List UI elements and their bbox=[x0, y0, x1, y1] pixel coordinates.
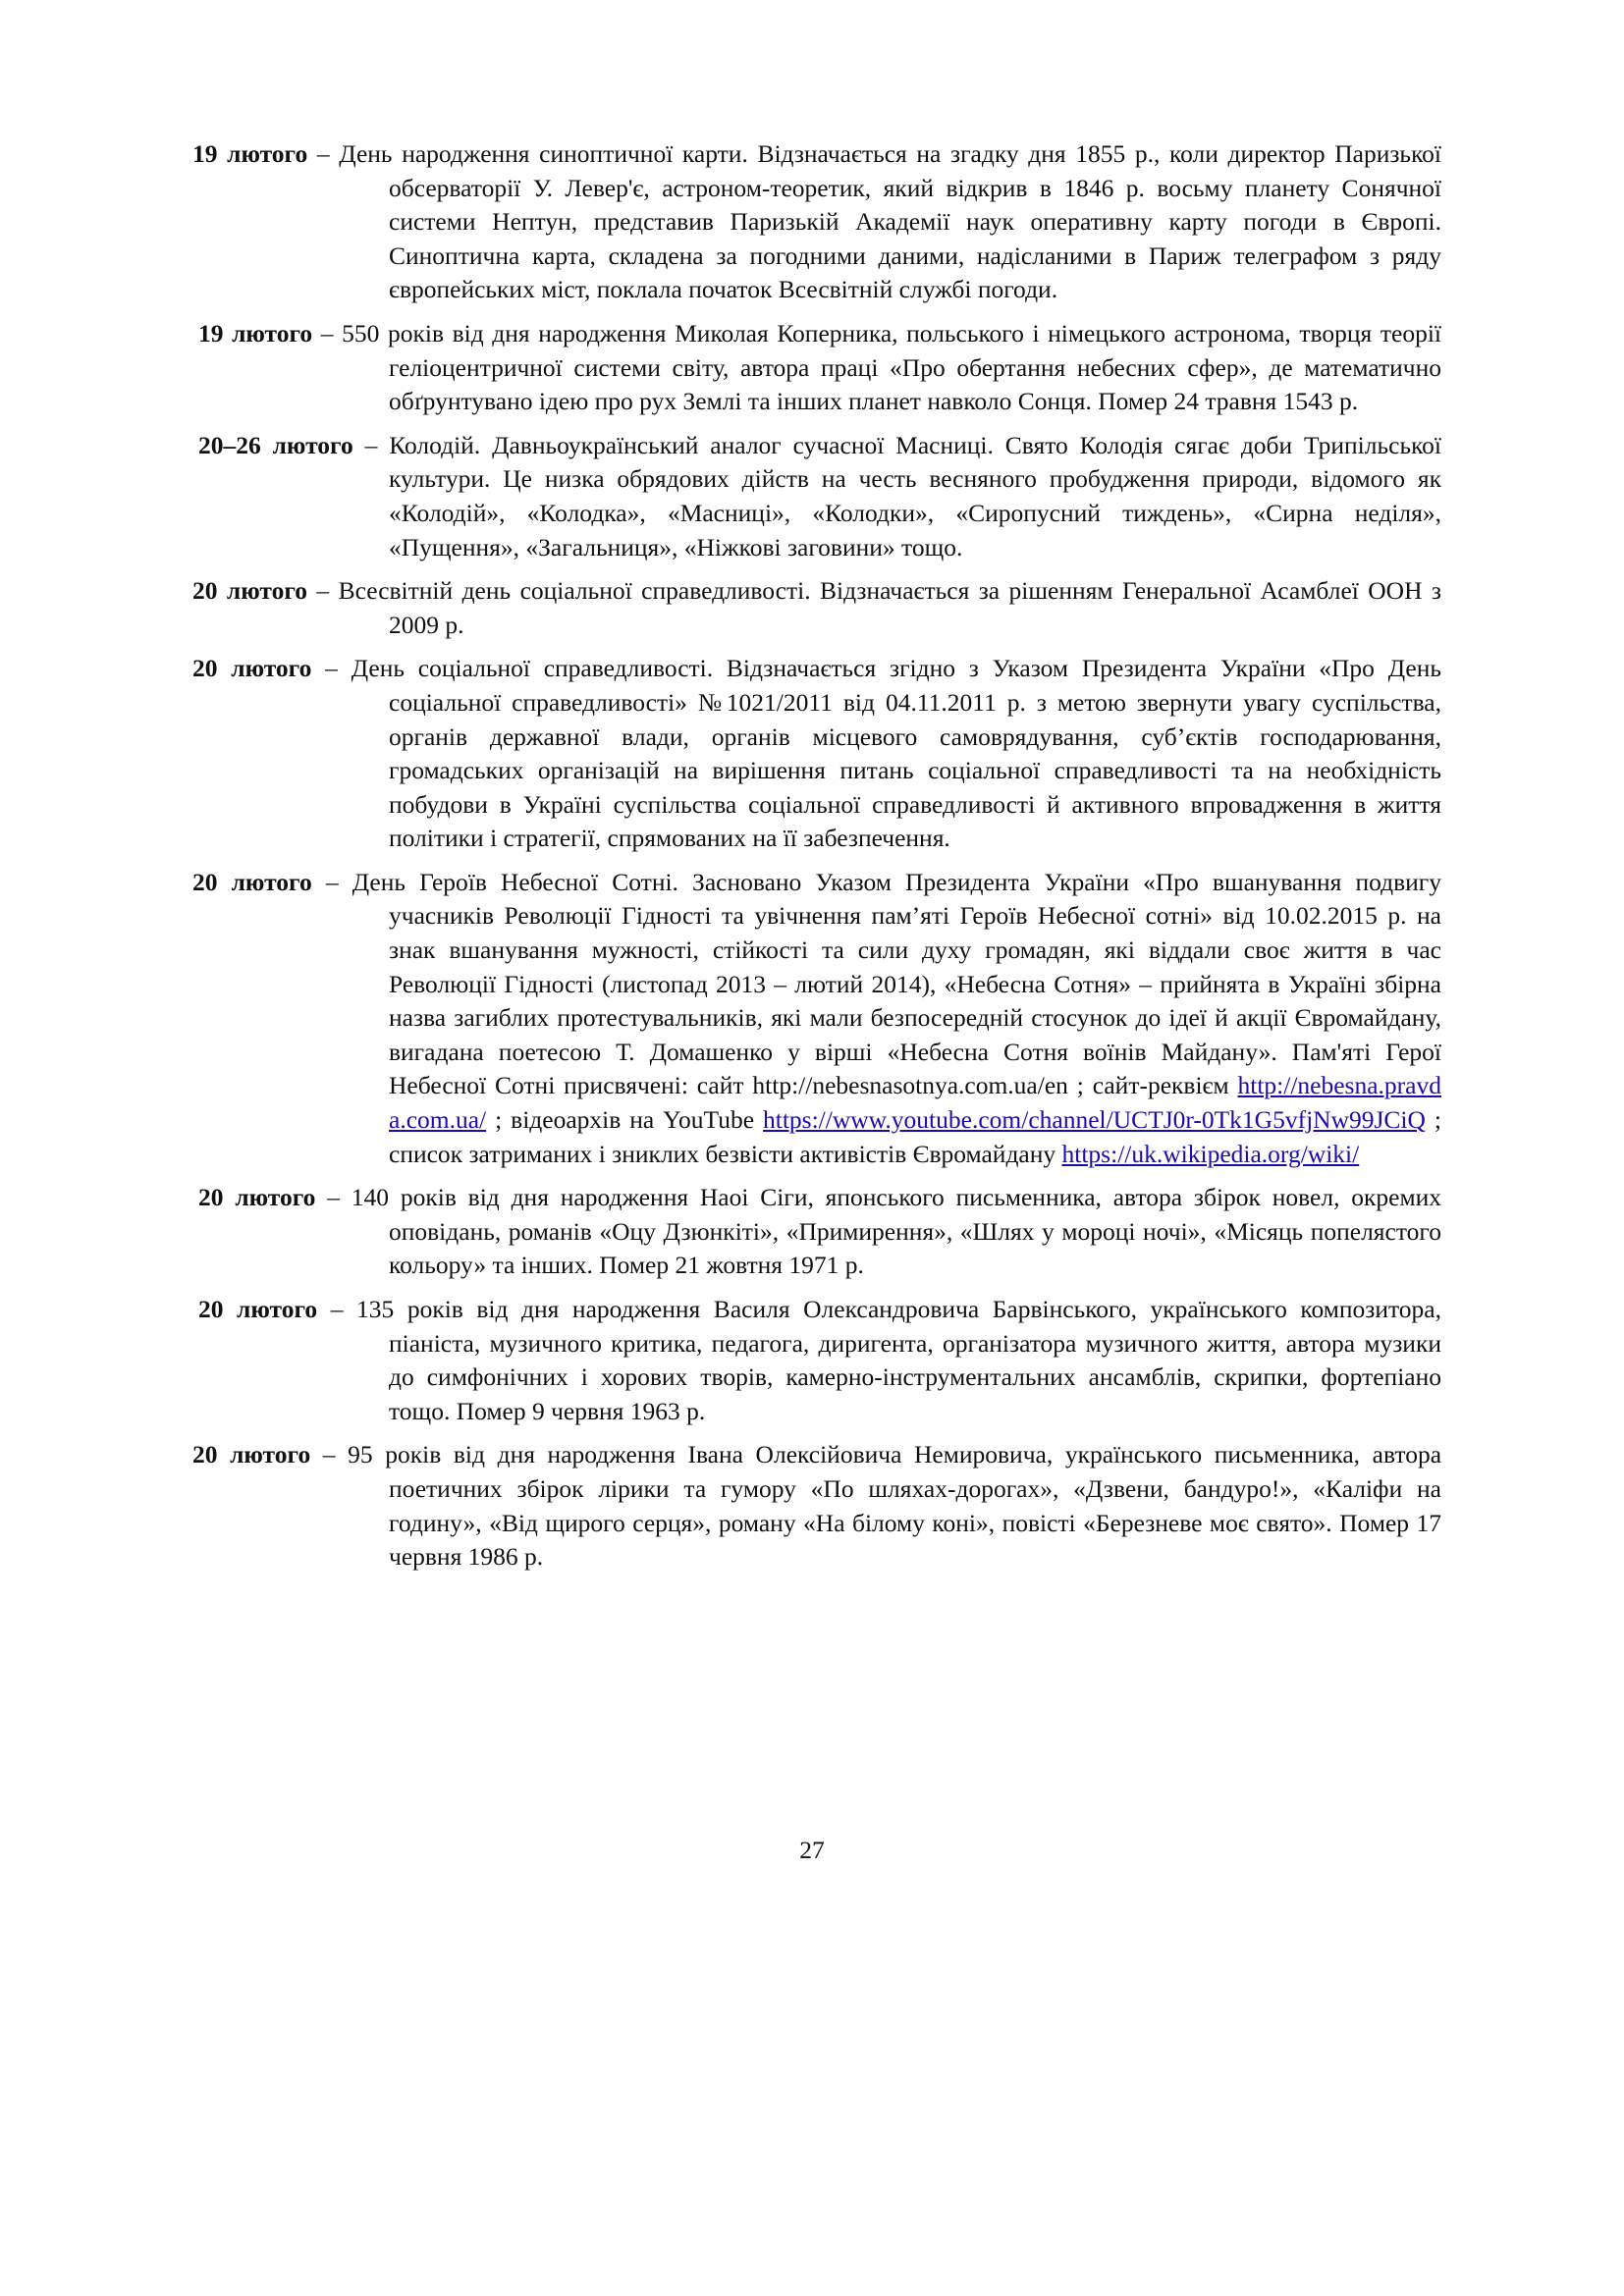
entry-date: 20 лютого bbox=[192, 867, 312, 896]
entry-dash: – bbox=[315, 1183, 352, 1212]
calendar-entry-1 bbox=[198, 317, 1441, 419]
entry-text: День Героїв Небесної Сотні. Засновано Указом Президента України «Про вшанування подвигу учасників Революції Гідності та увічнення пам’яті Героїв Небесної сотні» від 10.02.2015 р. на знак вшанування мужності, стійкості та сили духу громадян, які віддали своє життя в час Революції Гідності (листопад 2013 – лютий 2014), «Небесна Сотня» – прийнята в Україні збірна назва загиблих протестувальників, які мали безпосередній стосунок до ідеї й акції Євромайдану, вигадана поетесою Т. Домашенко у вірші «Небесна Сотня воїнів Майдану». Пам'яті Герої Небесної Сотні присвячені: сайт http://nebesnasotnya.com.ua/en ; сайт-реквієм bbox=[352, 867, 1441, 1100]
calendar-entry-7 bbox=[198, 1293, 1441, 1428]
entry-dash: – bbox=[317, 1295, 357, 1323]
entry-dash: – bbox=[311, 867, 352, 896]
entry-date: 20 лютого bbox=[192, 1440, 311, 1469]
entry-dash: – bbox=[310, 1440, 349, 1469]
entry-text: 135 років від дня народження Василя Олександровича Барвінського, українського композитора, піаніста, музичного критика, педагога, диригента, організатора музичного життя, автора музики до симфонічних і хорових творів, камерно-інструментальних ансамблів, скрипки, фортепіано тощо. Помер 9 червня 1963 р. bbox=[356, 1295, 1442, 1425]
calendar-entry-6 bbox=[198, 1181, 1441, 1283]
entry-dash: – bbox=[307, 576, 339, 606]
entry-date: 19 лютого bbox=[198, 318, 313, 347]
calendar-entry-8 bbox=[192, 1438, 1441, 1574]
entry-date: 20 лютого bbox=[198, 1183, 316, 1212]
entry-date: 20 лютого bbox=[192, 654, 312, 683]
entry-dash: – bbox=[312, 318, 343, 347]
entry-text: Всесвітній день соціальної справедливості. Відзначається за рішенням Генеральної Асамблеї ООН з 2009 р. bbox=[338, 576, 1442, 639]
entry-text: День народження синоптичної карти. Відзначається на згадку дня 1855 р., коли директор Паризької обсерваторії У. Левер'є, астроном-теоретик, який відкрив в 1846 р. восьму планету Сонячної системи Нептун, представив Паризькій Академії наук оперативну карту погоди в Європі. Синоптична карта, складена за погодними даними, надісланими в Париж телеграфом з ряду європейських міст, поклала початок Всесвітній службі погоди. bbox=[339, 139, 1441, 304]
calendar-entry-2 bbox=[198, 429, 1441, 564]
entry-dash: – bbox=[352, 430, 390, 459]
page-number: 27 bbox=[799, 1836, 825, 1864]
entry-date: 20 лютого bbox=[198, 1295, 318, 1323]
entry-date: 20 лютого bbox=[192, 576, 308, 606]
youtube-channel-link[interactable]: https://www.youtube.com/channel/UCTJ0r-0Tk1G5vfjNw99JCiQ bbox=[763, 1105, 1426, 1135]
entry-text-continued: ; список затриманих і зниклих безвісти активістів Євромайдану bbox=[389, 1105, 1441, 1168]
entry-text: 95 років від дня народження Івана Олексійовича Немировича, українського письменника, автора поетичних збірок лірики та гумору «По шляхах-дорогах», «Дзвени, бандуро!», «Каліфи на годину», «Від щирого серця», роману «На білому коні», повісті «Березневе моє свято». Помер 17 червня 1986 р. bbox=[348, 1440, 1442, 1572]
calendar-entry-0 bbox=[192, 137, 1441, 307]
document-body bbox=[192, 137, 1441, 1584]
wikipedia-link[interactable]: https://uk.wikipedia.org/wiki/ bbox=[1061, 1139, 1360, 1168]
entry-text: Колодій. Давньоукраїнський аналог сучасної Масниці. Свято Колодія сягає доби Трипільської культури. Це низка обрядових дійств на честь весняного пробудження природи, відомого як «Колодій», «Колодка», «Масниці», «Колодки», «Сиропусний тиждень», «Сирна неділя», «Пущення», «Загальниця», «Ніжкові заговини» тощо. bbox=[389, 430, 1441, 561]
calendar-entry-5 bbox=[192, 866, 1441, 1171]
entry-text: 550 років від дня народження Миколая Коперника, польського і німецького астронома, творця теорії геліоцентричної системи світу, автора праці «Про обертання небесних сфер», де математично обґрунтувано ідею про рух Землі та інших планет навколо Сонця. Помер 24 травня 1543 р. bbox=[342, 318, 1441, 416]
entry-dash: – bbox=[307, 139, 340, 168]
entry-text: 140 років від дня народження Наоі Сіги, японського письменника, автора збірок новел, окремих оповідань, романів «Оцу Дзюнкіті», «Примирення», «Шлях у мороці ночі», «Місяць попелястого кольору» та інших. Помер 21 жовтня 1971 р. bbox=[351, 1183, 1441, 1280]
entry-date: 20–26 лютого bbox=[198, 430, 353, 459]
calendar-entry-4 bbox=[192, 652, 1441, 856]
entry-text-continued: ; відеоархів на YouTube bbox=[486, 1105, 763, 1135]
entry-text: День соціальної справедливості. Відзначається згідно з Указом Президента України «Про День соціальної справедливості» №1021/2011 від 04.11.2011 р. з метою звернути увагу суспільства, органів державної влади, органів місцевого самоврядування, суб’єктів господарювання, громадських організацій на вирішення питань соціальної справедливості та на необхідність побудови в Україні суспільства соціальної справедливості й активного впровадження в життя політики і стратегії, спрямованих на її забезпечення. bbox=[351, 654, 1442, 853]
nebesna-pravda-link[interactable]: http://nebesna.pravda.com.ua/ bbox=[389, 1071, 1441, 1135]
entry-dash: – bbox=[311, 654, 352, 683]
calendar-entry-3 bbox=[192, 574, 1441, 642]
entry-date: 19 лютого bbox=[192, 139, 308, 168]
